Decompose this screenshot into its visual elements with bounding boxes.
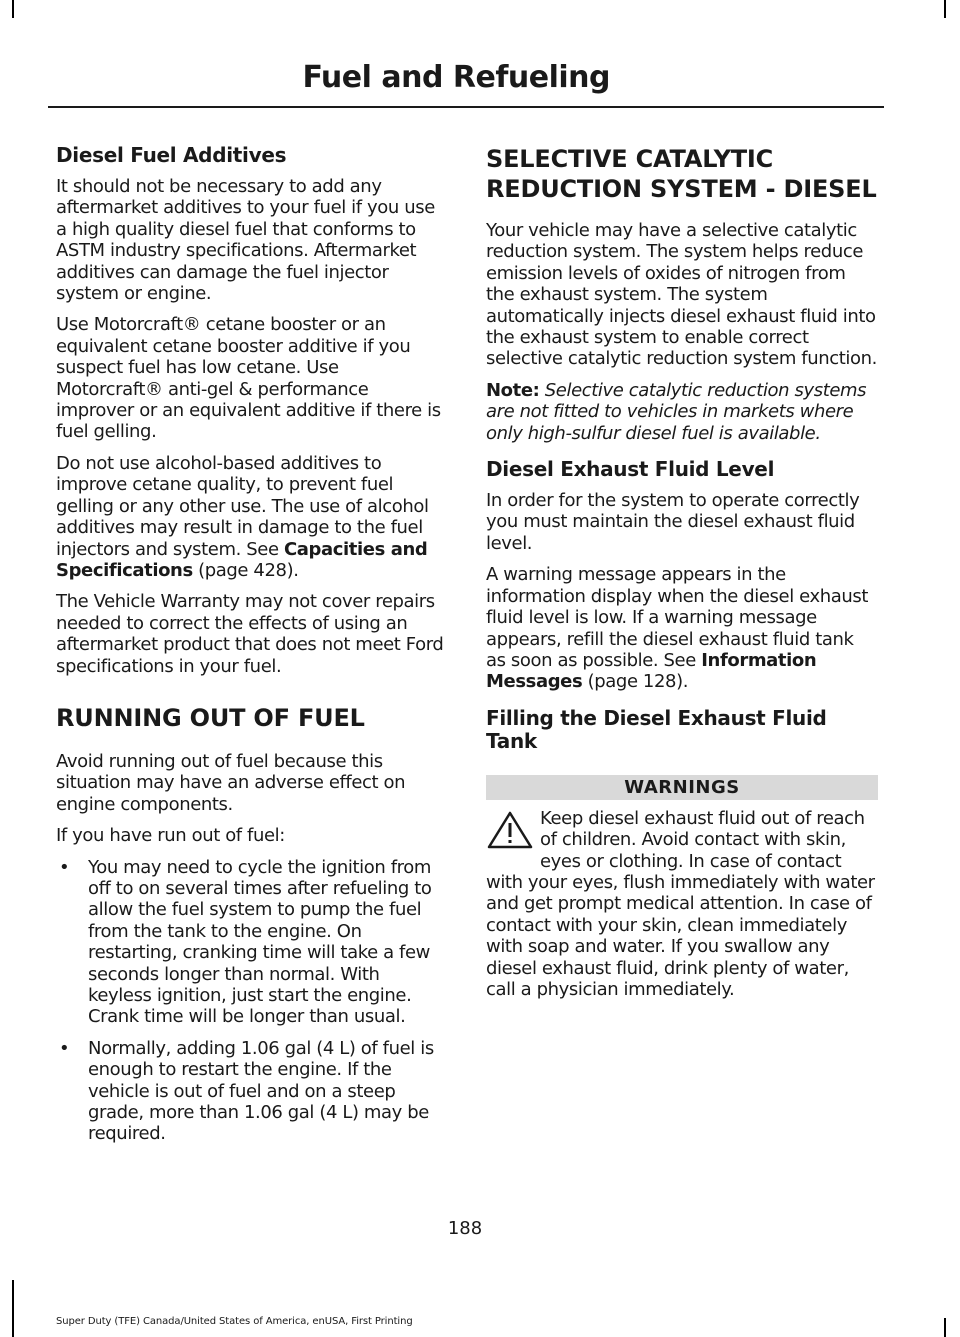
warning-box: [486, 808, 878, 1001]
scr-heading: SELECTIVE CATALYTIC REDUCTION SYSTEM - DIESEL: [486, 145, 877, 203]
information-messages-link[interactable]: Information Messages: [486, 649, 817, 693]
paragraph: Avoid running out of fuel because this situation may have an adverse effect on engine components.: [56, 750, 406, 815]
crop-mark: [944, 0, 946, 18]
paragraph: Use Motorcraft® cetane booster or an equivalent cetane booster additive if you suspect fuel has low cetane. Use Motorcraft® anti-gel & performance improver or an equivalent additive if there is fuel gelling.: [56, 314, 441, 443]
paragraph: In order for the system to operate correctly you must maintain the diesel exhaust fluid level.: [486, 490, 860, 554]
paragraph: A warning message appears in the information display when the diesel exhaust fluid level is low. If a warning message appears, refill the diesel exhaust fluid tank as soon as possible. See Information Messages (page 128).: [486, 564, 869, 693]
capacities-link[interactable]: Capacities and Specifications: [56, 538, 428, 581]
list-item: • Normally, adding 1.06 gal (4 L) of fuel is enough to restart the engine. If the vehicle is out of fuel and on a steep grade, more than 1.06 gal (4 L) may be required.: [56, 1038, 448, 1145]
def-level-heading: Diesel Exhaust Fluid Level: [486, 457, 775, 482]
additives-heading: Diesel Fuel Additives: [56, 143, 287, 167]
note-paragraph: Note: Selective catalytic reduction systems are not fitted to vehicles in markets where only high-sulfur diesel fuel is available.: [486, 379, 867, 444]
crop-mark: [12, 1280, 14, 1337]
footer-text: Super Duty (TFE) Canada/United States of America, enUSA, First Printing: [56, 1316, 413, 1327]
filling-heading: Filling the Diesel Exhaust Fluid Tank: [486, 705, 827, 753]
left-column: [56, 144, 448, 1155]
header-rule: [48, 106, 884, 108]
paragraph: The Vehicle Warranty may not cover repairs needed to correct the effects of using an aftermarket product that does not meet Ford specifications in your fuel.: [56, 591, 444, 677]
page-number: 188: [447, 1218, 483, 1239]
right-column: [486, 144, 878, 1000]
paragraph: It should not be necessary to add any aftermarket additives to your fuel if you use a high quality diesel fuel that conforms to ASTM industry specifications. Aftermarket additives can damage the fuel injector system or engine.: [56, 176, 435, 305]
paragraph: If you have run out of fuel:: [56, 825, 285, 847]
paragraph: Your vehicle may have a selective catalytic reduction system. The system helps reduce emission levels of oxides of nitrogen from the exhaust system. The system automatically injects diesel exhaust fluid into the exhaust system to enable correct selective catalytic reduction system function.: [486, 220, 877, 370]
page-header: Fuel and Refueling: [302, 60, 610, 95]
bullet-list: [56, 857, 448, 1145]
crop-mark: [944, 1318, 946, 1337]
warnings-header: WARNINGS: [486, 775, 878, 800]
warning-triangle-icon: [486, 810, 534, 850]
running-out-heading: RUNNING OUT OF FUEL: [56, 703, 365, 732]
paragraph: Do not use alcohol-based additives to improve cetane quality, to prevent fuel gelling or any other use. The use of alcohol additives may result in damage to the fuel injectors and system. See Capacities and Specifications (page 428).: [56, 452, 429, 581]
crop-mark: [12, 0, 14, 18]
list-item: • You may need to cycle the ignition from off to on several times after refueling to allow the fuel system to pump the fuel from the tank to the engine. On restarting, cranking time will take a few seconds longer than normal. With keyless ignition, just start the engine. Crank time will be longer than usual.: [56, 857, 448, 1028]
warning-text: Keep diesel exhaust fluid out of reach of children. Avoid contact with skin, eyes or clothing. In case of contact with your eyes, flush immediately with water and get prompt medical attention. In case of contact with your skin, clean immediately with soap and water. If you swallow any diesel exhaust fluid, drink plenty of water, call a physician immediately.: [486, 807, 875, 1000]
